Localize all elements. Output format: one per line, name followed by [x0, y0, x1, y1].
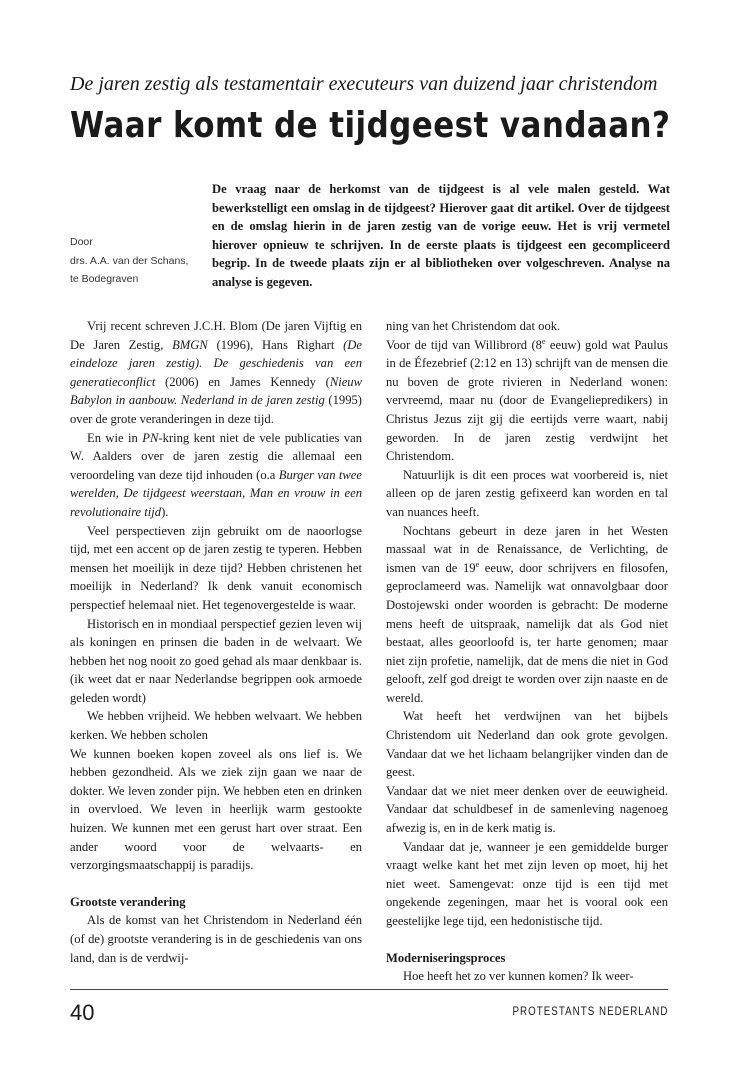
paragraph: ning van het Christendom dat ook. — [386, 319, 561, 333]
paragraph: Vandaar dat je, wanneer je een gemiddelde burger vraagt welke kant het met zijn leven op moet, hij het niet weet. Samengevat: onze tijd is een tijd met ongekende zegeningen, maar het is vooral ook een geestelijke lege tijd, een hedonistische tijd. — [386, 839, 668, 928]
paragraph: Wat heeft het verdwijnen van het bijbels Christendom uit Nederland dan ook grote gevolgen. Vandaar dat we het lichaam belangrijker vinden dan de geest. — [386, 709, 668, 780]
paragraph: Veel perspectieven zijn gebruikt om de naoorlogse tijd, met een accent op de jaren zestig te typeren. Hebben mensen het moeilijk in deze tijd? Hebben christenen het moeilijk in Nederland? Ik denk vanuit economisch perspectief helemaal niet. Het tegenovergestelde is waar. — [70, 523, 362, 612]
byline-line-2: drs. A.A. van der Schans, — [70, 254, 189, 267]
paragraph: Natuurlijk is dit een proces wat voorbereid is, niet alleen op de jaren zestig gefixeerd kan worden en tal van nuances heeft. — [386, 467, 668, 519]
paragraph: Vandaar dat we niet meer denken over de eeuwigheid. Vandaar dat schuldbesef in de samenleving nagenoeg afwezig is, en in de kerk matig is. — [386, 783, 668, 836]
article-intro: De vraag naar de herkomst van de tijdgeest is al vele malen gesteld. Wat bewerkstelligt een omslag in de tijdgeest? Hierover gaat dit artikel. Over de tijdgeest en de omslag hierin in de jaren zestig van de vorige eeuw. Het is vrij vermetel hierover opnieuw te schrijven. In de eerste plaats is tijdgeest een gecompliceerd begrip. In de tweede plaats zijn er al bibliotheken over volgeschreven. Analyse na analyse is gegeven. — [212, 182, 670, 289]
section-heading: Moderniseringsproces — [386, 950, 506, 965]
text-column-right — [386, 317, 668, 986]
article-subtitle: De jaren zestig als testamentair executeurs van duizend jaar christendom — [70, 73, 658, 95]
author-byline — [70, 233, 210, 289]
paragraph: Als de komst van het Christendom in Nederland één (of de) grootste verandering is in de geschiedenis van ons land, dan is de verdwij- — [70, 913, 362, 965]
byline-line-3: te Bodegraven — [70, 273, 139, 285]
paragraph: Nochtans gebeurt in deze jaren in het Westen massaal wat in de Renaissance, de Verlichting, de ismen van de 19e eeuw, door schrijvers en filosofen, geproclameerd was. Namelijk wat onnavolgbaar door Dostojewski onder woorden is gebracht: De moderne mens heeft de uitspraak, namelijk dat als God niet bestaat, alles geoorloofd is, ter harte genomen; maar niet zijn profetie, namelijk, dat de mens die niet in God gelooft, zelf god dreigt te worden over zijn naaste en de wereld. — [386, 523, 668, 705]
paragraph: Historisch en in mondiaal perspectief gezien leven wij als koningen en prinsen die baden in de welvaart. We hebben het nog nooit zo goed gehad als maar denkbaar is. (ik weet dat er naar Nederlandse begrippen ook armoede geleden wordt) — [70, 616, 362, 705]
paragraph: We hebben vrijheid. We hebben welvaart. We hebben kerken. We hebben scholen — [70, 709, 362, 743]
publication-name: PROTESTANTS NEDERLAND — [512, 1006, 668, 1018]
footer-divider — [70, 989, 668, 990]
page-number: 40 — [70, 1000, 95, 1025]
paragraph: We kunnen boeken kopen zoveel als ons lief is. We hebben gezondheid. Als we ziek zijn gaan we naar de dokter. We leven zonder pijn. We hebben eten en drinken in overvloed. We leven in heerlijk warm gestookte huizen. We kunnen met een gerust hart over straat. Een ander woord voor de welvaarts- en verzorgingsmaatschappij is paradijs. — [70, 746, 362, 873]
paragraph: Hoe heeft het zo ver kunnen komen? Ik weer- — [403, 969, 634, 984]
paragraph: En wie in PN-kring kent niet de vele publicaties van W. Aalders over de jaren zestig die allemaal een veroordeling van deze tijd inhouden (o.a Burger van twee werelden, De tijdgeest weerstaan, Man en vrouw in een revolutionaire tijd). — [70, 430, 362, 519]
byline-line-1: Door — [70, 236, 93, 248]
paragraph: Vrij recent schreven J.C.H. Blom (De jaren Vijftig en De Jaren Zestig, BMGN (1996), Hans Righart (De eindeloze jaren zestig). De geschiedenis van een generatieconflict (2006) en James Kennedy (Nieuw Babylon in aanbouw. Nederland in de jaren zestig (1995) over de grote veranderingen in deze tijd. — [70, 319, 362, 426]
paragraph: Voor de tijd van Willibrord (8e eeuw) gold wat Paulus in de Éfezebrief (2:12 en 13) schrijft van de mensen die nu boven de grote rivieren in Nederland wonen: vervreemd, maar nu (door de Evangeliepredikers) in Christus Jezus zijt gij die eertijds verre waart, nabij geworden. In de jaren zestig verdwijnt het Christendom. — [386, 336, 668, 464]
section-heading: Grootste verandering — [70, 894, 186, 909]
article-title: Waar komt de tijdgeest vandaan? — [70, 105, 671, 146]
text-column-left — [70, 317, 362, 967]
